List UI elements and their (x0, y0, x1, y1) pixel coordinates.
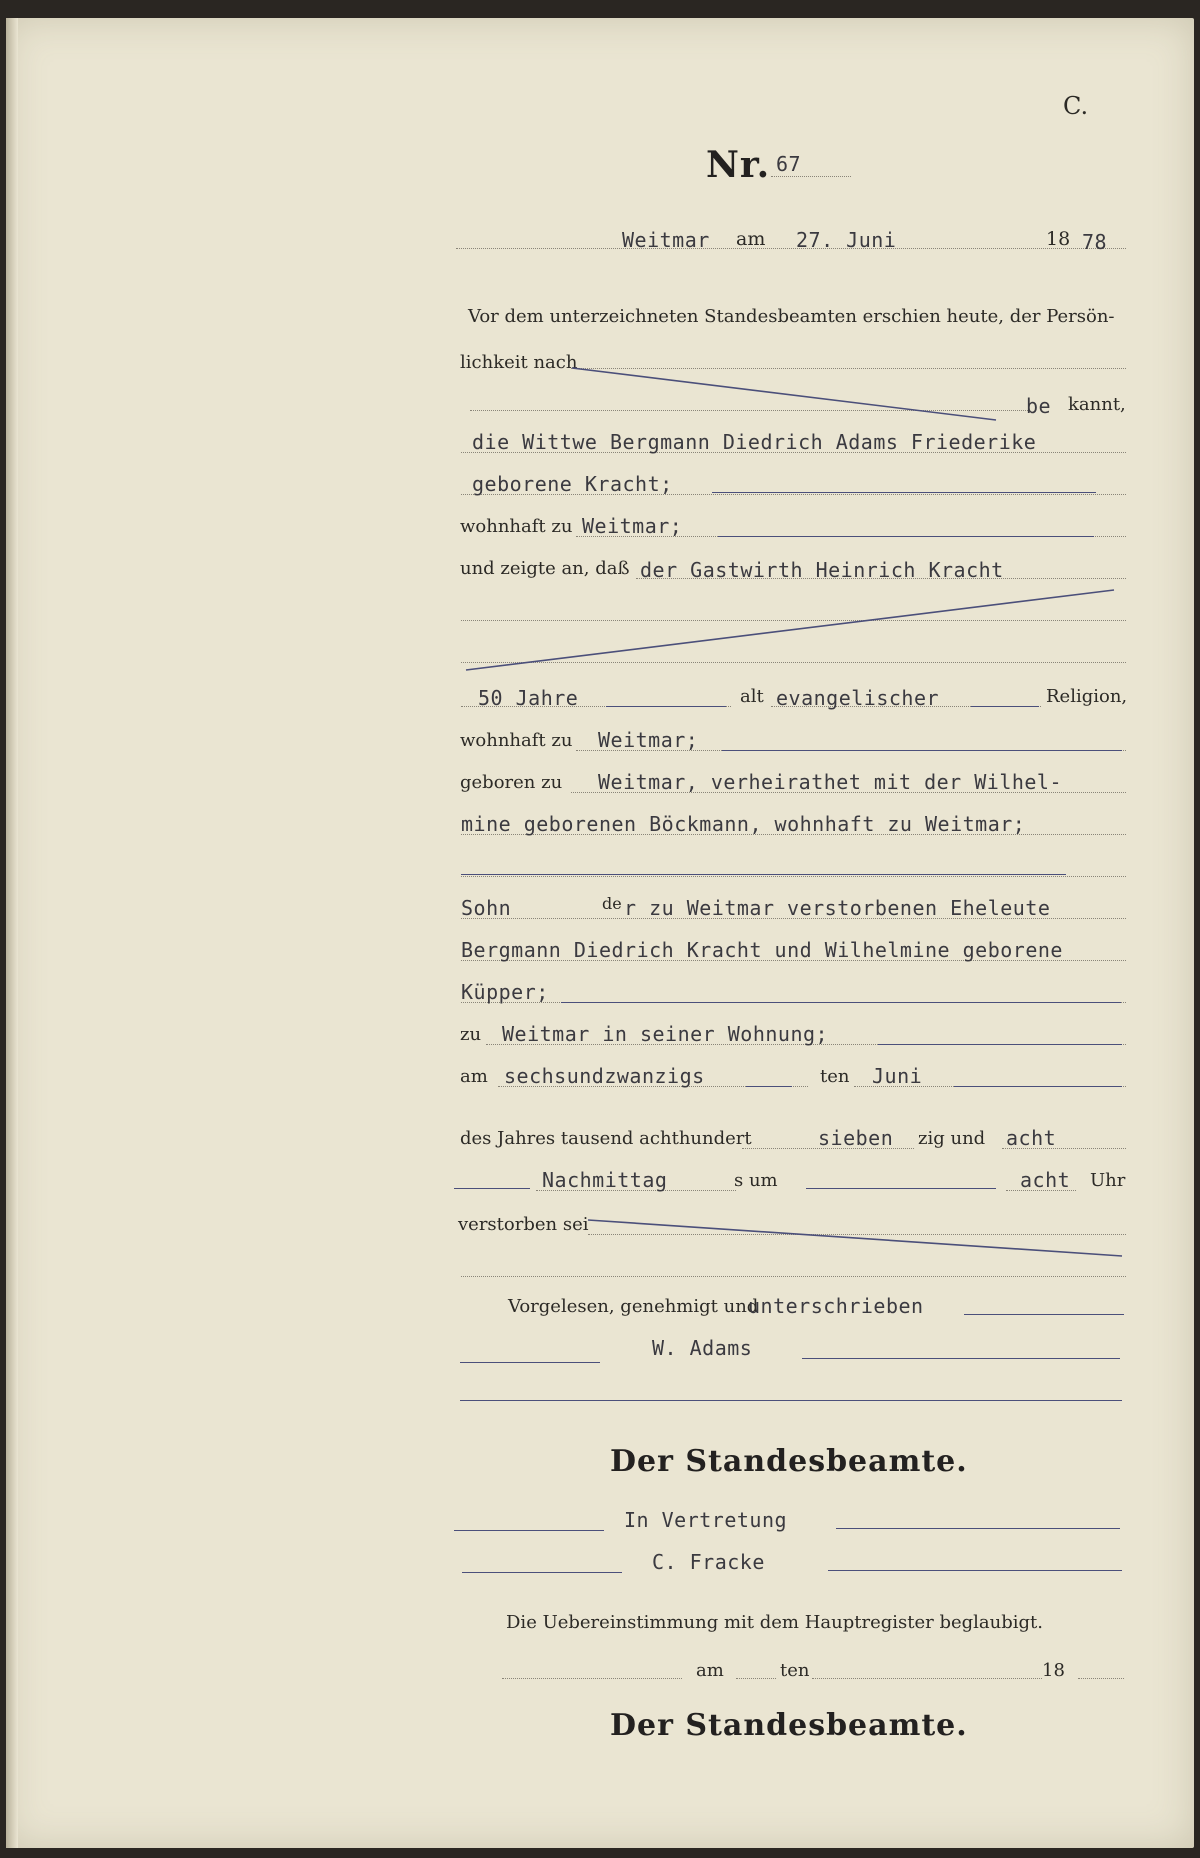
date-value: 27. Juni (796, 228, 897, 252)
death-place: Weitmar in seiner Wohnung; (502, 1022, 829, 1046)
death-am-label: am (460, 1066, 488, 1087)
death-year-zig-label: zig und (918, 1128, 986, 1149)
certification-year-prefix: 18 (1042, 1660, 1065, 1681)
death-time-period: Nachmittag (542, 1168, 668, 1192)
age-alt-label: alt (740, 686, 764, 707)
birth-label: geboren zu (460, 772, 563, 793)
year-prefix: 18 (1046, 228, 1071, 250)
death-place-label: zu (460, 1024, 482, 1045)
place-value: Weitmar (622, 228, 710, 252)
age-value: 50 Jahre (478, 686, 579, 710)
signing-label: Vorgelesen, genehmigt und (508, 1296, 759, 1317)
uhr-label: Uhr (1090, 1170, 1126, 1191)
relation: Sohn (461, 896, 512, 920)
death-ten-label: ten (820, 1066, 850, 1087)
death-day: sechsundzwanzigs (504, 1064, 705, 1088)
informant-line2: geborene Kracht; (472, 472, 673, 496)
death-year-label: des Jahres tausend achthundert (460, 1128, 752, 1149)
parents-line3: Küpper; (461, 980, 549, 1004)
deceased-name: der Gastwirth Heinrich Kracht (640, 558, 1004, 582)
certification-am: am (696, 1660, 724, 1681)
register-page (6, 18, 1194, 1848)
bekannt-typed: be (1026, 394, 1052, 418)
report-label: und zeigte an, daß (460, 558, 630, 579)
death-time-s-um: s um (734, 1170, 778, 1191)
religion-value: evangelischer (776, 686, 940, 710)
official-line1: In Vertretung (624, 1508, 788, 1532)
death-month: Juni (872, 1064, 923, 1088)
informant-line1: die Wittwe Bergmann Diedrich Adams Friederike (472, 430, 1037, 454)
der-print: de (602, 894, 622, 913)
death-year-tens: sieben (818, 1126, 894, 1150)
year-suffix: 78 (1082, 230, 1108, 254)
corner-mark: C. (1063, 92, 1089, 120)
certification-ten: ten (780, 1660, 810, 1681)
birth-line1: Weitmar, verheirathet mit der Wilhel- (598, 770, 1063, 794)
cancellation-strokes (6, 18, 1194, 1848)
official-signature: C. Fracke (652, 1550, 765, 1574)
death-year-units: acht (1006, 1126, 1057, 1150)
official-heading-bottom: Der Standesbeamte. (610, 1708, 968, 1743)
informant-residence-label: wohnhaft zu (460, 516, 573, 537)
deceased-residence-label: wohnhaft zu (460, 730, 573, 751)
certification-text: Die Uebereinstimmung mit dem Hauptregister beglaubigt. (506, 1612, 1044, 1633)
am-label: am (736, 228, 766, 250)
bekannt-print: kannt, (1068, 394, 1126, 415)
deceased-residence: Weitmar; (598, 728, 699, 752)
number-label: Nr. (706, 144, 771, 186)
birth-line2: mine geborenen Böckmann, wohnhaft zu Weitmar; (461, 812, 1026, 836)
signing-value: unterschrieben (748, 1294, 924, 1318)
informant-signature: W. Adams (652, 1336, 753, 1360)
parents-line1: r zu Weitmar verstorbenen Eheleute (624, 896, 1051, 920)
death-time-hour: acht (1020, 1168, 1071, 1192)
religion-label: Religion, (1046, 686, 1128, 707)
official-heading: Der Standesbeamte. (610, 1444, 968, 1479)
parents-line2: Bergmann Diedrich Kracht und Wilhelmine geborene (461, 938, 1063, 962)
register-number: 67 (776, 152, 802, 176)
informant-residence: Weitmar; (582, 514, 683, 538)
intro-line1: Vor dem unterzeichneten Standesbeamten erschien heute, der Persön- (468, 306, 1115, 327)
intro-line2: lichkeit nach (460, 352, 578, 373)
verstorben-label: verstorben sei (458, 1214, 589, 1235)
